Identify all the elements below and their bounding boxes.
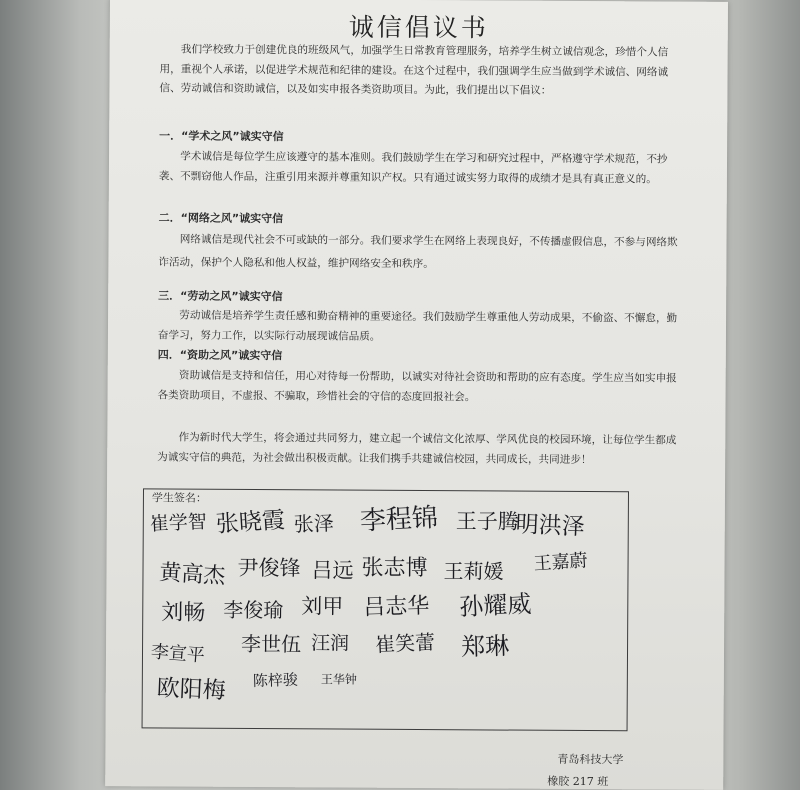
signature-label: 学生签名：	[151, 491, 207, 505]
signature-box	[142, 488, 629, 731]
section-2-heading: 二．“网络之风”诚实守信	[158, 211, 284, 226]
student-signature: 王子腾	[455, 509, 519, 534]
student-signature: 李宣平	[150, 641, 206, 667]
student-signature: 崔笑蕾	[374, 629, 436, 657]
section-1-body: 学术诚信是每位学生应该遵守的基本准则。我们鼓励学生在学习和研究过程中，严格遵守学术规范，不抄袭、不剽窃他人作品，注重引用来源并尊重知识产权。只有通过诚实努力取得的成绩才是具有真正意义的。	[158, 150, 668, 185]
student-signature: 王嘉蔚	[532, 550, 589, 575]
student-signature: 李程锦	[359, 503, 439, 537]
section-2-body: 网络诚信是现代社会不可或缺的一部分。我们要求学生在网络上表现良好，不传播虚假信息，不参与网络欺诈活动，保护个人隐私和他人权益，维护网络安全和秩序。	[158, 233, 678, 271]
section-3-heading: 三．“劳动之风”诚实守信	[158, 289, 283, 304]
student-signature: 黄高杰	[158, 560, 227, 590]
student-signature: 吕远	[311, 558, 354, 583]
document-title: 诚信倡议书	[348, 12, 489, 43]
section-3-body: 劳动诚信是培养学生责任感和勤奋精神的重要途径。我们鼓励学生尊重他人劳动成果，不偷盗、不懈怠，勤奋学习，努力工作，以实际行动展现诚信品质。	[157, 309, 678, 343]
student-signature: 崔学智	[149, 510, 208, 536]
student-signature: 汪润	[311, 632, 350, 655]
student-signature: 李俊瑜	[223, 597, 284, 623]
student-signature: 王华钟	[320, 672, 357, 687]
student-signature: 王莉媛	[443, 559, 504, 584]
student-signature: 尹俊锋	[237, 555, 301, 581]
school-name: 青岛科技大学	[557, 752, 624, 767]
student-signature: 孙耀威	[458, 589, 532, 622]
section-4-heading: 四．“资助之风”诚实守信	[157, 348, 283, 363]
intro-paragraph: 我们学校致力于创建优良的班级风气，加强学生日常教育管理服务，培养学生树立诚信观念，珍惜个人信用，重视个人承诺，以促进学术规范和纪律的建设。在这个过程中，我们强调学生应当做到学术诚信、网络诚信、劳动诚信和资助诚信，以及如实申报各类资助项目。为此，我们提出以下倡议：	[159, 43, 669, 97]
student-signature: 刘畅	[161, 600, 206, 626]
student-signature: 刘甲	[301, 594, 344, 619]
closing-paragraph: 作为新时代大学生，将会通过共同努力，建立起一个诚信文化浓厚、学风优良的校园环境，让每位学生都成为诚实守信的典范，为社会做出积极贡献。让我们携手共建诚信校园，共同成长，共同进步！	[157, 431, 677, 466]
section-1-heading: 一．“学术之风”诚实守信	[159, 129, 284, 144]
student-signature: 欧阳梅	[156, 675, 227, 705]
student-signature: 陈梓骏	[252, 670, 299, 690]
proposal-sheet	[105, 0, 728, 790]
student-signature: 吕志华	[362, 593, 430, 621]
student-signature: 张泽	[293, 511, 335, 537]
student-signature: 李世伍	[240, 631, 302, 657]
student-signature: 张晓霞	[215, 507, 286, 538]
section-4-body: 资助诚信是支持和信任，用心对待每一份帮助，以诚实对待社会资助和帮助的应有态度。学生应当如实申报各类资助项目，不虚报、不骗取，珍惜社会的守信的态度回报社会。	[157, 369, 677, 403]
class-name: 橡胶 217 班	[547, 774, 609, 789]
student-signature: 郑琳	[460, 631, 510, 662]
student-signature: 张志博	[361, 555, 428, 582]
student-signature: 明洪泽	[515, 511, 586, 541]
